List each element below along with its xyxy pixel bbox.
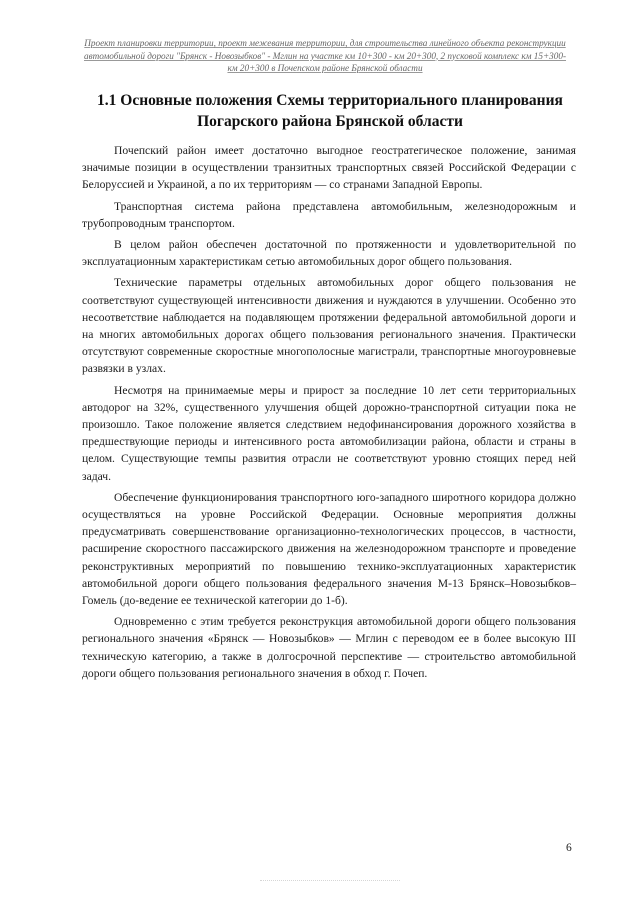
paragraph: Несмотря на принимаемые меры и прирост за последние 10 лет сети территориальных автодорог на 32%, существенного улучшения общей дорожно-транспортной ситуации пока не произошло. Такое положение является следствием недофинансирования дорожного хозяйства в предшествующие периоды и интенсивного роста автомобилизации района, области и страны в целом. Существующие темпы развития отрасли не соответствуют уровню стоящих перед ней задач.	[82, 383, 576, 483]
paragraph: Технические параметры отдельных автомобильных дорог общего пользования не соответствуют существующей интенсивности движения и нуждаются в улучшении. Особенно это несоответствие наблюдается на подавляющем протяжении федеральной автомобильной дороги и на многих автомобильных дорогах общего пользования регионального значения. Практически отсутствуют современные скоростные многополосные магистрали, транспортные многоуровневые развязки в узлах.	[82, 276, 576, 376]
paragraph: Транспортная система района представлена автомобильным, железнодорожным и трубопроводным транспортом.	[82, 199, 576, 230]
footer-stamp	[260, 880, 400, 889]
paragraph: Почепский район имеет достаточно выгодное геостратегическое положение, занимая значимые позиции в осуществлении транзитных транспортных связей Российской Федерации с Белоруссией и Украиной, а по их территориям — со странами Западной Европы.	[82, 144, 576, 192]
page-number: 6	[566, 842, 572, 854]
section-title: 1.1 Основные положения Схемы территориального планирования Погарского района Брянской области	[97, 92, 563, 130]
paragraph: Обеспечение функционирования транспортного юго-западного широтного коридора должно осуществляться на уровне Российской Федерации. Основные мероприятия должны предусматривать совершенствование организационно-технологических процессов, в частности, расширение скоростного пассажирского движения на железнодорожном транспорте и проведение реконструктивных мероприятий по повышению технико-эксплуатационных характеристик автомобильной дороги общего пользования федерального значения М-13 Брянск–Новозыбков–Гомель (до-ведение ее технической категории до 1-б).	[82, 490, 576, 608]
paragraph: В целом район обеспечен достаточной по протяженности и удовлетворительной по эксплуатационным характеристикам сетью автомобильных дорог общего пользования.	[82, 238, 576, 269]
body-text	[82, 142, 576, 686]
paragraph: Одновременно с этим требуется реконструкция автомобильной дороги общего пользования регионального значения «Брянск — Новозыбков» — Мглин с переводом ее в более высокую III техническую категорию, а также в долгосрочной перспективе — строительство автомобильной дороги общего пользования регионального значения в обход г. Почеп.	[82, 615, 576, 680]
document-header: Проект планировки территории, проект межевания территории, для строительства линейного объекта реконструкции автомобильной дороги "Брянск - Новозыбков" - Мглин на участке км 10+300 - км 20+300, 2 пусковой комплекс км 15+300-км 20+300 в Почепском районе Брянской области	[83, 38, 567, 73]
